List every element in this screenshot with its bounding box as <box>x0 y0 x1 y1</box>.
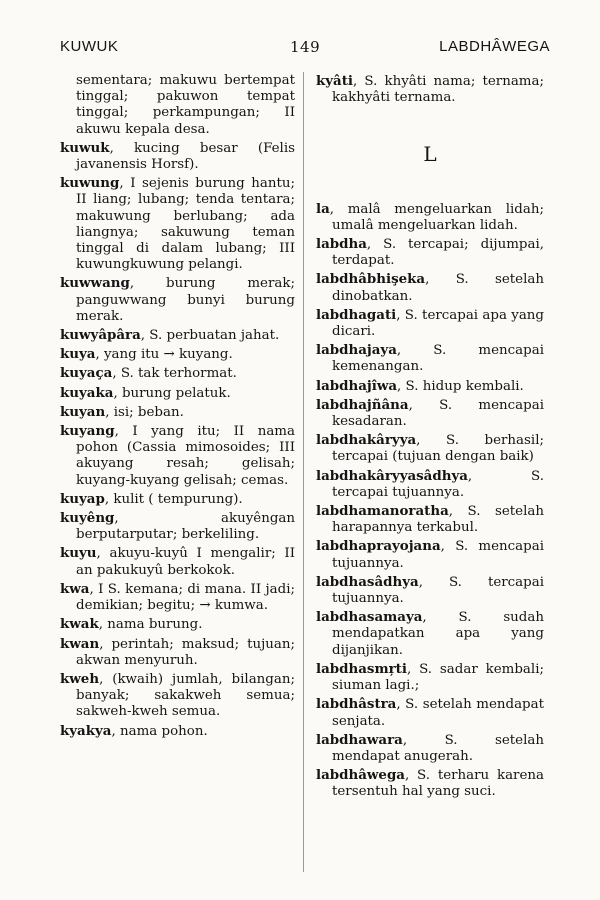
entry-continuation: sementara; makuwu bertempat tinggal; pakuwon tempat tinggal; perkampungan; II akuwu kepala desa. <box>76 73 295 137</box>
entry: kuyaça, S. tak terhormat. <box>60 365 237 382</box>
left-column <box>60 73 295 742</box>
entry: kuwung, I sejenis burung hantu; II liang; lubang; tenda tentara; makuwung berlubang; ada liangnya; sakuwung teman tinggal di dalam lubang; III kuwungkuwung pelangi. <box>60 175 295 273</box>
header-right-guideword: LABDHÂWEGA <box>439 38 550 55</box>
entry: kuwwang, burung merak; panguwwang bunyi burung merak. <box>60 275 295 324</box>
entry: labdha, S. tercapai; dijumpai, terdapat. <box>316 236 544 269</box>
entry: kwa, I S. kemana; di mana. II jadi; demikian; begitu; → kumwa. <box>60 580 295 614</box>
entry: labdhakâryyasâdhya, S. tercapai tujuannya. <box>316 467 544 500</box>
entry: kuyap, kulit ( tempurung). <box>60 490 243 507</box>
entry: labdhasmŗti, S. sadar kembali; siuman lagi.; <box>316 660 544 694</box>
right-column <box>316 73 544 803</box>
entry: labdhagati, S. tercapai apa yang dicari. <box>316 306 544 340</box>
entry: labdhasamaya, S. sudah mendapatkan apa yang dijanjikan. <box>316 609 544 658</box>
entry: kuya, yang itu → kuyang. <box>60 346 233 363</box>
running-header <box>60 38 550 62</box>
entry: labdhasâdhya, S. tercapai tujuannya. <box>316 573 544 607</box>
entry: kwan, perintah; maksud; tujuan; akwan menyuruh. <box>60 635 295 668</box>
entry: kuyang, I yang itu; II nama pohon (Cassia mimosoides; III akuyang resah; gelisah; kuyang-kuyang gelisah; cemas. <box>60 423 295 488</box>
entry: kuyan, isi; beban. <box>60 403 184 420</box>
entry: labdhamanoratha, S. setelah harapannya terkabul. <box>316 503 544 536</box>
entry: labdhâstra, S. setelah mendapat senjata. <box>316 696 544 729</box>
entry: labdhajîwa, S. hidup kembali. <box>316 377 524 394</box>
entry: kuyu, akuyu-kuyû I mengalir; II an pakukuyû berkokok. <box>60 545 295 578</box>
entry: kwak, nama burung. <box>60 616 203 633</box>
section-letter-heading: L <box>423 142 437 167</box>
entry: kyâti, S. khyâti nama; ternama; kakhyâti ternama. <box>316 73 544 106</box>
entry: labdhawara, S. setelah mendapat anugerah. <box>316 731 544 764</box>
entry: kuwyâpâra, S. perbuatan jahat. <box>60 327 280 344</box>
entry: kyakya, nama pohon. <box>60 722 208 739</box>
entry: labdhakâryya, S. berhasil; tercapai (tujuan dengan baik) <box>316 432 544 465</box>
entry: kuwuk, kucing besar (Felis javanensis Horsf). <box>60 139 295 173</box>
header-left-guideword: KUWUK <box>60 38 119 55</box>
page-number: 149 <box>290 38 321 56</box>
entry: labdhâbhişeka, S. setelah dinobatkan. <box>316 271 544 304</box>
entry: labdhaprayojana, S. mencapai tujuannya. <box>316 538 544 571</box>
entry: kweh, (kwaih) jumlah, bilangan; banyak; sakakweh semua; sakweh-kweh semua. <box>60 670 295 720</box>
entry: kuyêng, akuyêngan berputarputar; berkeliling. <box>60 510 295 543</box>
entry: labdhâwega, S. terharu karena tersentuh hal yang suci. <box>316 767 544 800</box>
entry: kuyaka, burung pelatuk. <box>60 384 231 401</box>
entry: la, malâ mengeluarkan lidah; umalâ mengeluarkan lidah. <box>316 200 544 233</box>
entry: labdhajaya, S. mencapai kemenangan. <box>316 342 544 375</box>
entry: labdhajñâna, S. mencapai kesadaran. <box>316 396 544 430</box>
column-divider <box>303 72 304 872</box>
